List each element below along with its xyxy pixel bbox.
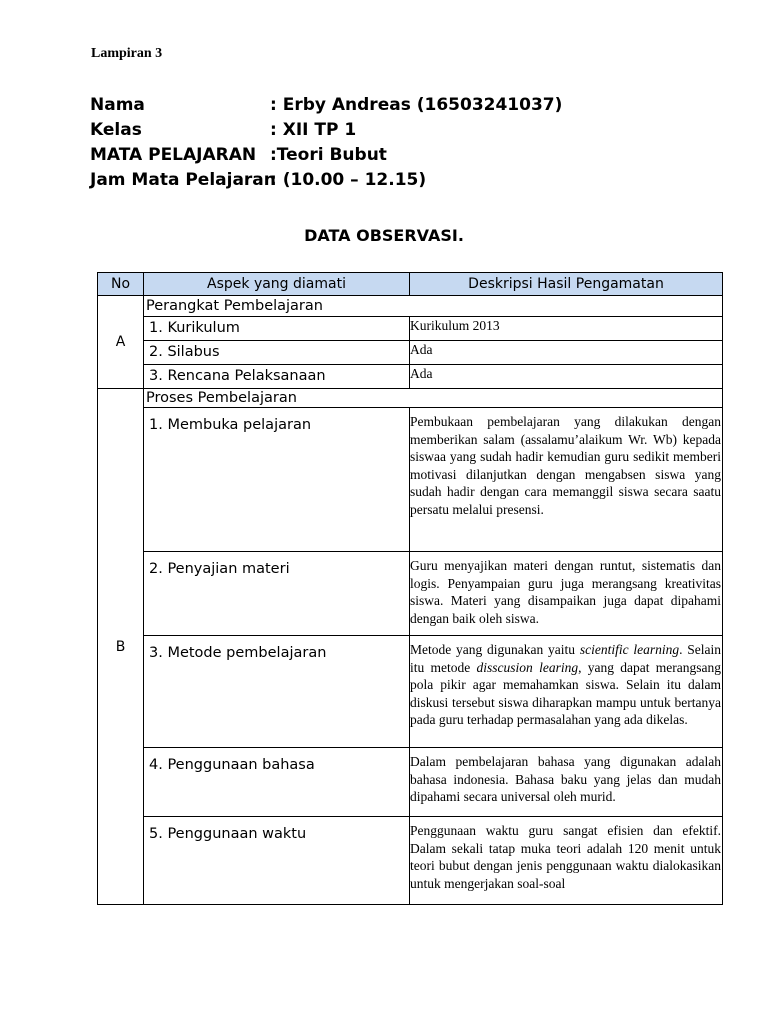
section-heading: Perangkat Pembelajaran: [144, 296, 723, 317]
observation-table: [97, 272, 723, 905]
header-deskripsi: Deskripsi Hasil Pengamatan: [410, 273, 723, 296]
aspect-cell: 4. Penggunaan bahasa: [144, 748, 410, 817]
description-cell: [410, 636, 723, 748]
aspect-cell: 5. Penggunaan waktu: [144, 817, 410, 905]
description-emphasis: disscusion learing: [476, 659, 579, 675]
description-cell: Ada: [410, 365, 723, 389]
table-row: [98, 636, 723, 748]
description-cell: [410, 817, 723, 905]
info-label: MATA PELAJARAN: [90, 145, 257, 165]
aspect-cell: 3. Metode pembelajaran: [144, 636, 410, 748]
table-row: [98, 408, 723, 552]
section-number: B: [98, 389, 144, 905]
aspect-cell: 1. Kurikulum: [144, 317, 410, 341]
info-row-jam: [90, 168, 562, 193]
info-value: : XII TP 1: [270, 120, 357, 140]
aspect-cell: 2. Penyajian materi: [144, 552, 410, 636]
info-label: Kelas: [90, 120, 142, 140]
table-row: [98, 341, 723, 365]
description-cell: Pembukaan pembelajaran yang dilakukan dengan memberikan salam (assalamu’alaikum Wr. Wb) kepada siswaa yang sudah hadir kemudian guru sedikit memberi motivasi dilanjutkan dengan mengabsen siswa yang sudah hadir dengan cara memanggil siswa secara saatu persatu melalui presensi.: [410, 408, 723, 552]
info-row-mata-pelajaran: [90, 143, 562, 168]
section-number: A: [98, 296, 144, 389]
page-title: DATA OBSERVASI.: [304, 226, 464, 245]
header-no: No: [98, 273, 144, 296]
info-label: Nama: [90, 95, 145, 115]
table-row: [98, 748, 723, 817]
aspect-cell: [144, 365, 410, 389]
aspect-cell: 2. Silabus: [144, 341, 410, 365]
info-row-kelas: [90, 118, 562, 143]
description-text: , yang dapat merangsang pola pikir agar memahamkan siswa. Selain itu dalam diskusi tersebut siswa diharapkan mampu untuk bertanya pada guru terhadap permasalahan yang ada dikelas.: [410, 659, 721, 727]
info-row-nama: [90, 93, 562, 118]
info-value: : (10.00 – 12.15): [270, 170, 427, 190]
section-row: [98, 296, 723, 317]
table-header-row: [98, 273, 723, 296]
section-heading: Proses Pembelajaran: [144, 389, 723, 408]
info-value: :Teori Bubut: [270, 145, 387, 165]
header-aspek: Aspek yang diamati: [144, 273, 410, 296]
description-emphasis: scientific learning: [579, 642, 680, 657]
appendix-label: Lampiran 3: [91, 46, 163, 61]
table-row: [98, 365, 723, 389]
info-label: Jam Mata Pelajaran: [90, 170, 276, 190]
student-info: [90, 93, 562, 193]
table-row: [98, 552, 723, 636]
info-value: : Erby Andreas (16503241037): [270, 95, 563, 115]
description-cell: Kurikulum 2013: [410, 317, 723, 341]
description-cell: Guru menyajikan materi dengan runtut, sistematis dan logis. Penyampaian guru juga merangsang kreativitas siswa. Materi yang disampaikan juga dapat dipahami dengan baik oleh siswa.: [410, 552, 723, 636]
table-row: [98, 817, 723, 905]
section-row: [98, 389, 723, 408]
table-row: [98, 317, 723, 341]
aspect-text: 3. Rencana Pelaksanaan: [149, 368, 326, 384]
description-text: Metode yang digunakan yaitu: [410, 642, 580, 657]
description-cell: Ada: [410, 341, 723, 365]
aspect-cell: 1. Membuka pelajaran: [144, 408, 410, 552]
description-text: . Selain itu metode: [410, 642, 721, 675]
description-cell: Dalam pembelajaran bahasa yang digunakan adalah bahasa indonesia. Bahasa baku yang jelas dan mudah dipahami secara universal oleh murid.: [410, 748, 723, 817]
description-text: Penggunaan waktu guru sangat efisien dan efektif. Dalam sekali tatap muka teori adalah 120 menit untuk teori bubut dengan jenis penggunaan waktu dialokasikan untuk mengerjakan soal-soal: [410, 823, 721, 891]
